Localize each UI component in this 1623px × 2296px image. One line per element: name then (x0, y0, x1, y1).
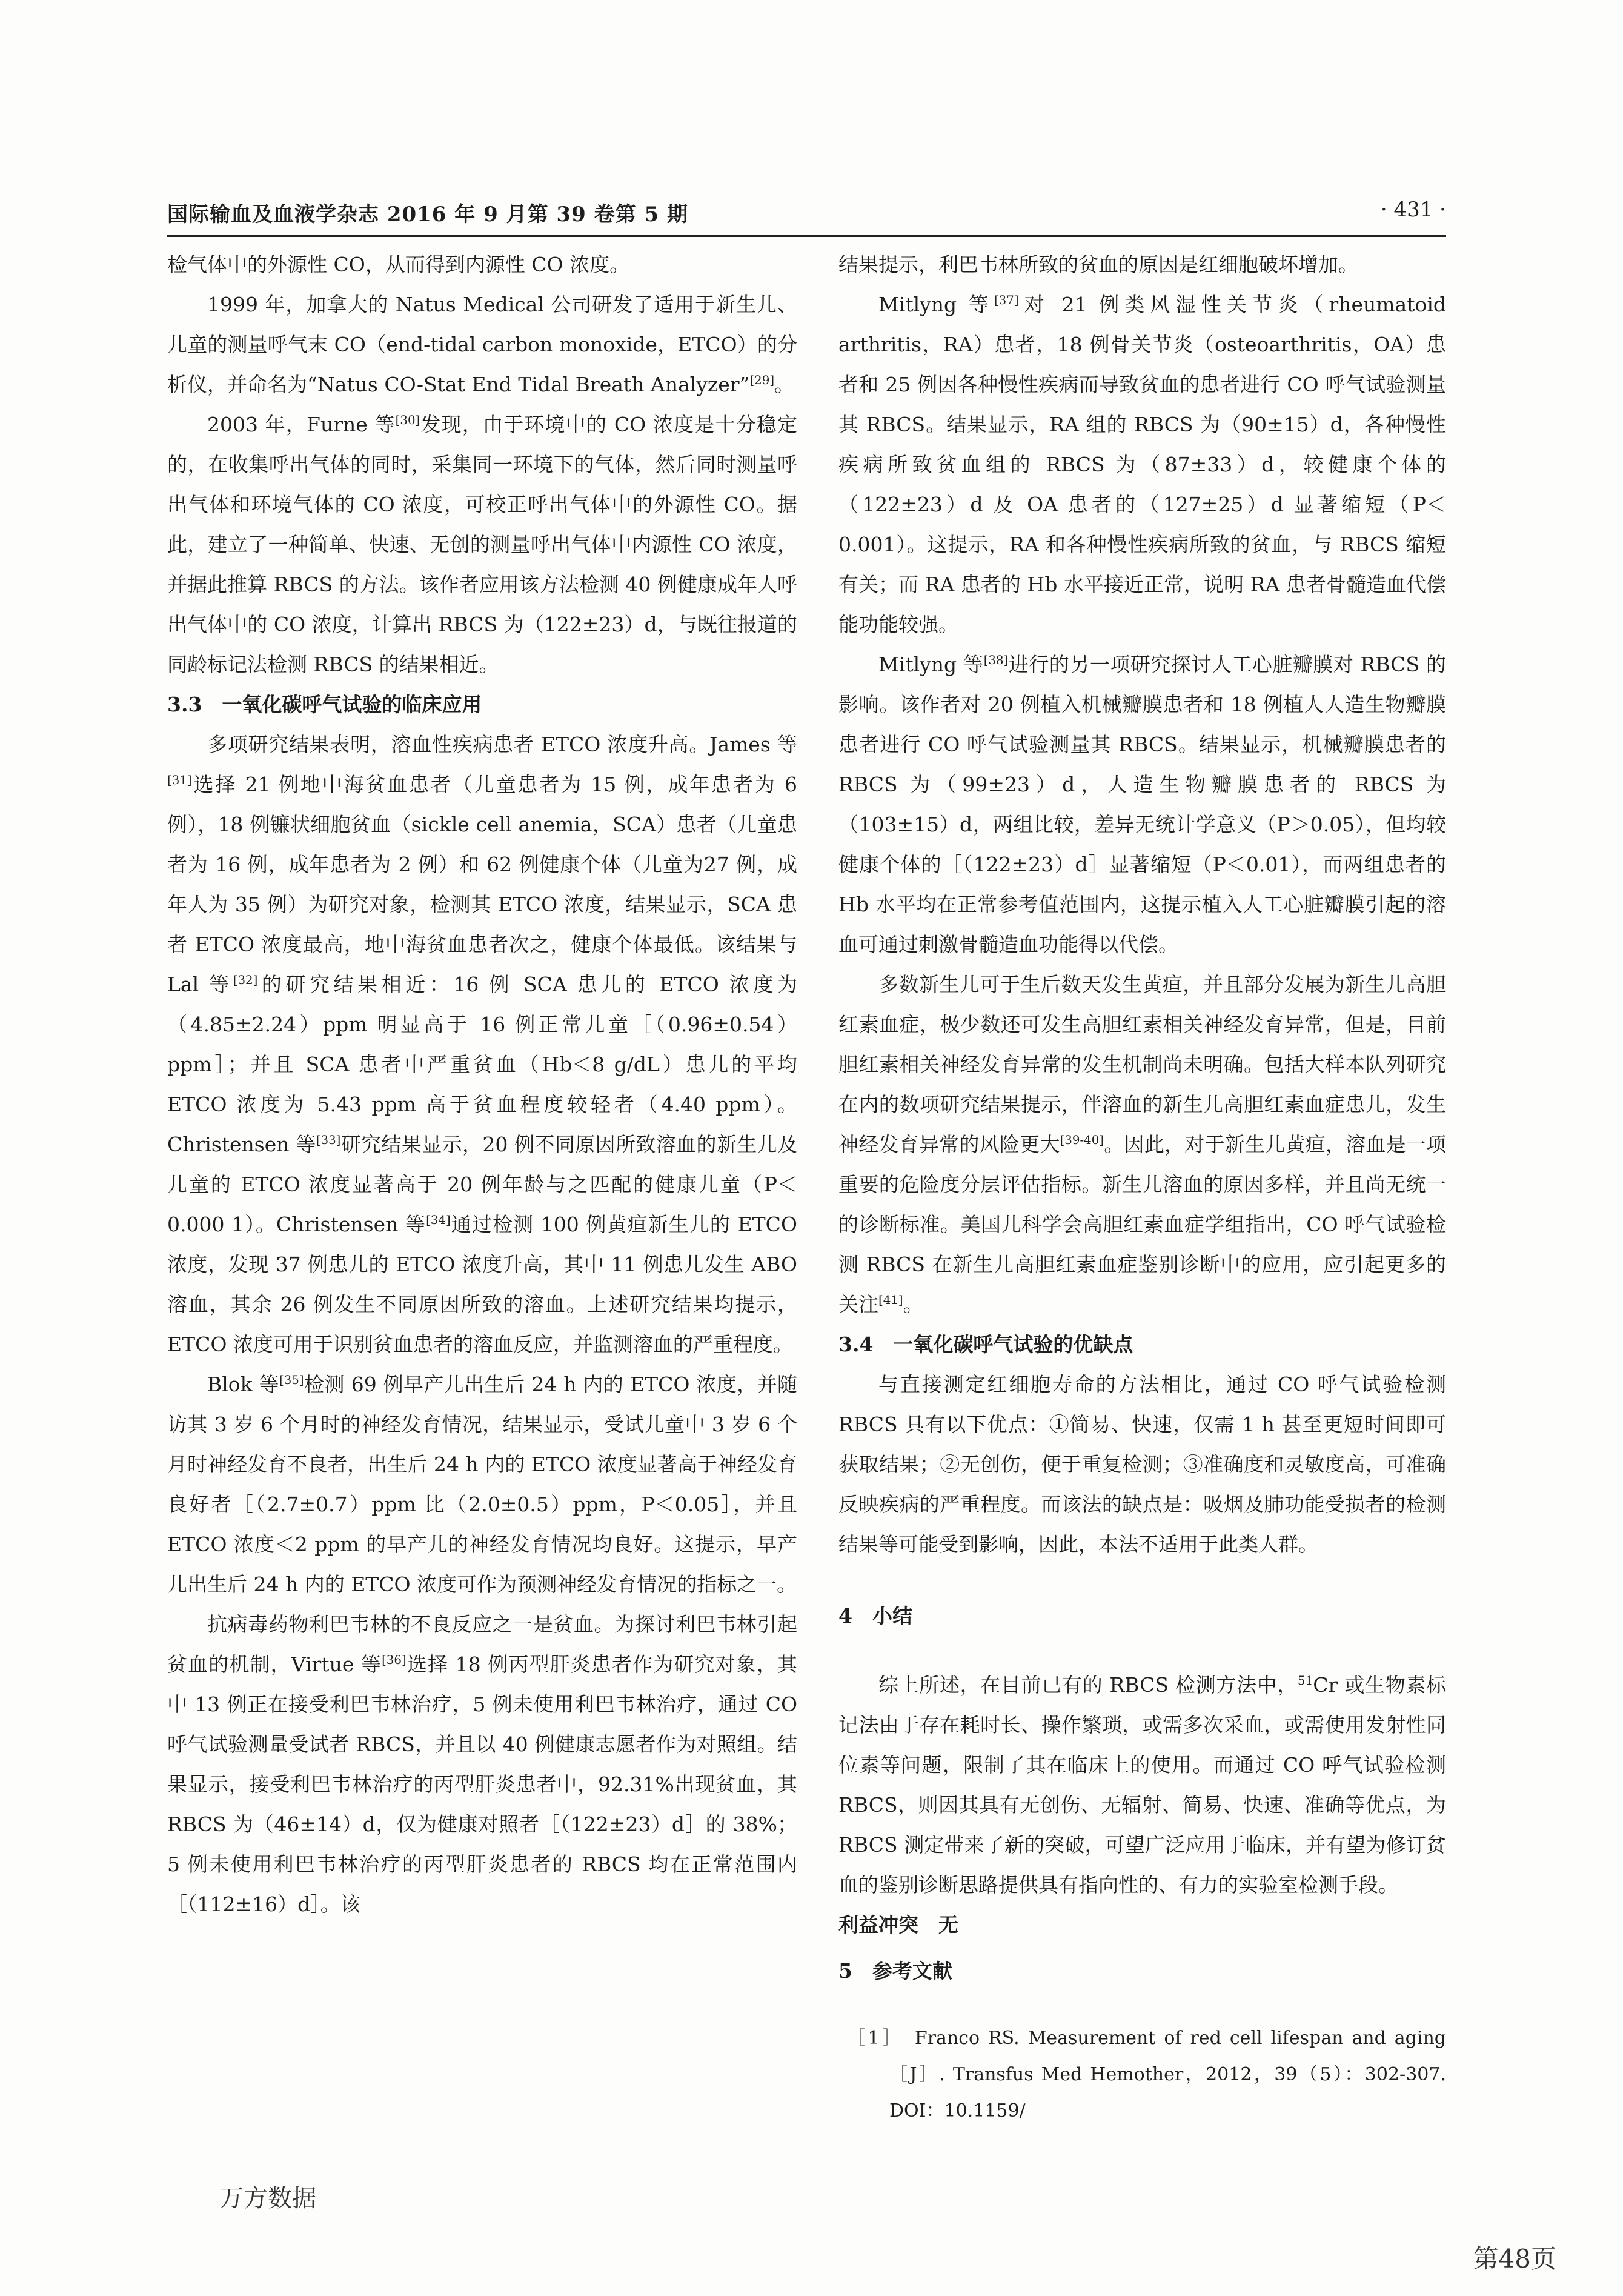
paragraph: Mitlyng 等[37]对 21 例类风湿性关节炎（rheumatoid arthritis，RA）患者，18 例骨关节炎（osteoarthritis，OA）患者和 25 例因各种慢性疾病而导致贫血的患者进行 CO 呼气试验测量其 RBCS。结果显示，RA 组的 RBCS 为（90±15）d，各种慢性疾病所致贫血组的 RBCS 为（87±33）d，较健康个体的（122±23）d 及 OA 患者的（127±25）d 显著缩短（P＜0.001）。这提示，RA 和各种慢性疾病所致的贫血，与 RBCS 缩短有关；而 RA 患者的 Hb 水平接近正常，说明 RA 患者骨髓造血代偿能功能较强。 (838, 293, 1447, 636)
citation[interactable]: [37] (994, 293, 1019, 307)
citation[interactable]: [39-40] (1060, 1133, 1104, 1147)
paragraph: Mitlyng 等[38]进行的另一项研究探讨人工心脏瓣膜对 RBCS 的影响。该作者对 20 例植入机械瓣膜患者和 18 例植人人造生物瓣膜患者进行 CO 呼气试验测量其 RBCS。结果显示，机械瓣膜患者的 RBCS 为（99±23）d，人造生物瓣膜患者的 RBCS 为（103±15）d，两组比较，差异无统计学意义（P＞0.05），但均较健康个体的［（122±23）d］显著缩短（P＜0.01），而两组患者的 Hb 水平均在正常参考值范围内，这提示植入人工心脏瓣膜引起的溶血可通过刺激骨髓造血功能得以代偿。 (838, 653, 1446, 956)
reference-item: ［1］ Franco RS. Measurement of red cell lifespan and aging［J］. Transfus Med Hemother，2012，39（5）：302-307. DOI：10.1159/ (847, 2028, 1446, 2121)
conflict-of-interest: 利益冲突 无 (838, 1913, 958, 1937)
citation[interactable]: [34] (426, 1213, 451, 1227)
running-header (167, 198, 1446, 231)
citation[interactable]: [33] (316, 1133, 341, 1147)
citation[interactable]: [31] (167, 773, 192, 787)
paragraph: Blok 等[35]检测 69 例早产儿出生后 24 h 内的 ETCO 浓度，并随访其 3 岁 6 个月时的神经发育情况，结果显示，受试儿童中 3 岁 6 个月时神经发育不良者，出生后 24 h 内的 ETCO 浓度显著高于神经发育良好者［（2.7±0.7）ppm 比（2.0±0.5）ppm，P＜0.05］，并且 ETCO 浓度＜2 ppm 的早产儿的神经发育情况均良好。这提示，早产儿出生后 24 h 内的 ETCO 浓度可作为预测神经发育情况的指标之一。 (167, 1373, 797, 1596)
header-rule (167, 235, 1446, 237)
left-column (167, 245, 797, 1925)
citation[interactable]: [38] (983, 653, 1009, 667)
section-heading-5: 5 参考文献 (838, 1959, 952, 1983)
paragraph: 与直接测定红细胞寿命的方法相比，通过 CO 呼气试验检测 RBCS 具有以下优点：①简易、快速，仅需 1 h 甚至更短时间即可获取结果；②无创伤，便于重复检测；③准确度和灵敏度高，可准确反映疾病的严重程度。而该法的缺点是：吸烟及肺功能受损者的检测结果等可能受到影响，因此，本法不适用于此类人群。 (838, 1373, 1446, 1556)
paragraph: 结果提示，利巴韦林所致的贫血的原因是红细胞破坏增加。 (838, 253, 1358, 276)
watermark-text: 万方数据 (219, 2185, 316, 2212)
paragraph: 2003 年，Furne 等[30]发现，由于环境中的 CO 浓度是十分稳定的，在收集呼出气体的同时，采集同一环境下的气体，然后同时测量呼出气体和环境气体的 CO 浓度，可校正呼出气体中的外源性 CO。据此，建立了一种简单、快速、无创的测量呼出气体中内源性 CO 浓度，并据此推算 RBCS 的方法。该作者应用该方法检测 40 例健康成年人呼出气体中的 CO 浓度，计算出 RBCS 为（122±23）d，与既往报道的同龄标记法检测 RBCS 的结果相近。 (167, 413, 797, 676)
paragraph: 1999 年，加拿大的 Natus Medical 公司研发了适用于新生儿、儿童的测量呼气末 CO（end-tidal carbon monoxide，ETCO）的分析仪，并命名为“Natus CO-Stat End Tidal Breath Analyzer”[29]。 (167, 293, 797, 396)
paragraph: 检气体中的外源性 CO，从而得到内源性 CO 浓度。 (167, 253, 630, 276)
citation[interactable]: [32] (233, 973, 258, 987)
section-heading-3-4: 3.4 一氧化碳呼气试验的优缺点 (838, 1333, 1133, 1356)
right-column (838, 245, 1446, 2129)
citation[interactable]: [29] (749, 373, 775, 387)
paragraph: 多项研究结果表明，溶血性疾病患者 ETCO 浓度升高。James 等[31]选择 21 例地中海贫血患者（儿童患者为 15 例，成年患者为 6 例），18 例镰状细胞贫血（sickle cell anemia，SCA）患者（儿童患者为 16 例，成年患者为 2 例）和 62 例健康个体（儿童为27 例，成年人为 35 例）为研究对象，检测其 ETCO 浓度，结果显示，SCA 患者 ETCO 浓度最高，地中海贫血患者次之，健康个体最低。该结果与 Lal 等[32]的研究结果相近：16 例 SCA 患儿的 ETCO 浓度为（4.85±2.24）ppm 明显高于 16 例正常儿童［（0.96±0.54）ppm］；并且 SCA 患者中严重贫血（Hb＜8 g/dL）患儿的平均 ETCO 浓度为 5.43 ppm 高于贫血程度较轻者（4.40 ppm）。Christensen 等[33]研究结果显示，20 例不同原因所致溶血的新生儿及儿童的 ETCO 浓度显著高于 20 例年龄与之匹配的健康儿童（P＜0.000 1）。Christensen 等[34]通过检测 100 例黄疸新生儿的 ETCO 浓度，发现 37 例患儿的 ETCO 浓度升高，其中 11 例患儿发生 ABO 溶血，其余 26 例发生不同原因所致的溶血。上述研究结果均提示，ETCO 浓度可用于识别贫血患者的溶血反应，并监测溶血的严重程度。 (167, 733, 797, 1356)
citation[interactable]: [41] (878, 1293, 903, 1307)
footer-page-label: 第48页 (1473, 2244, 1556, 2274)
section-heading-3-3: 3.3 一氧化碳呼气试验的临床应用 (167, 693, 482, 716)
paragraph: 综上所述，在目前已有的 RBCS 检测方法中，$^{51}$Cr 或生物素标记法由于存在耗时长、操作繁琐，或需多次采血，或需使用发射性同位素等问题，限制了其在临床上的使用。而通过 CO 呼气试验检测 RBCS，则因其具有无创伤、无辐射、简易、快速、准确等优点，为 RBCS 测定带来了新的突破，可望广泛应用于临床，并有望为修订贫血的鉴别诊断思路提供具有指向性的、有力的实验室检测手段。 (838, 1673, 1447, 1897)
paragraph: 多数新生儿可于生后数天发生黄疸，并且部分发展为新生儿高胆红素血症，极少数还可发生高胆红素相关神经发育异常，但是，目前胆红素相关神经发育异常的发生机制尚未明确。包括大样本队列研究在内的数项研究结果提示，伴溶血的新生儿高胆红素血症患儿，发生神经发育异常的风险更大[39-40]。因此，对于新生儿黄疸，溶血是一项重要的危险度分层评估指标。新生儿溶血的原因多样，并且尚无统一的诊断标准。美国儿科学会高胆红素血症学组指出，CO 呼气试验检测 RBCS 在新生儿高胆红素血症鉴别诊断中的应用，应引起更多的关注[41]。 (838, 973, 1447, 1316)
page-number: · 431 · (1380, 198, 1446, 222)
section-heading-4: 4 小结 (838, 1604, 912, 1628)
paragraph: 抗病毒药物利巴韦林的不良反应之一是贫血。为探讨利巴韦林引起贫血的机制，Virtue 等[36]选择 18 例丙型肝炎患者作为研究对象，其中 13 例正在接受利巴韦林治疗，5 例未使用利巴韦林治疗，通过 CO 呼气试验测量受试者 RBCS，并且以 40 例健康志愿者作为对照组。结果显示，接受利巴韦林治疗的丙型肝炎患者中，92.31%出现贫血，其 RBCS 为（46±14）d，仅为健康对照者［（122±23）d］的 38%；5 例未使用利巴韦林治疗的丙型肝炎患者的 RBCS 均在正常范围内［（112±16）d］。该 (167, 1612, 797, 1916)
citation[interactable]: [36] (382, 1653, 407, 1667)
citation[interactable]: [30] (395, 413, 420, 427)
journal-title: 国际输血及血液学杂志 2016 年 9 月第 39 卷第 5 期 (167, 202, 688, 227)
citation[interactable]: [35] (279, 1373, 304, 1387)
